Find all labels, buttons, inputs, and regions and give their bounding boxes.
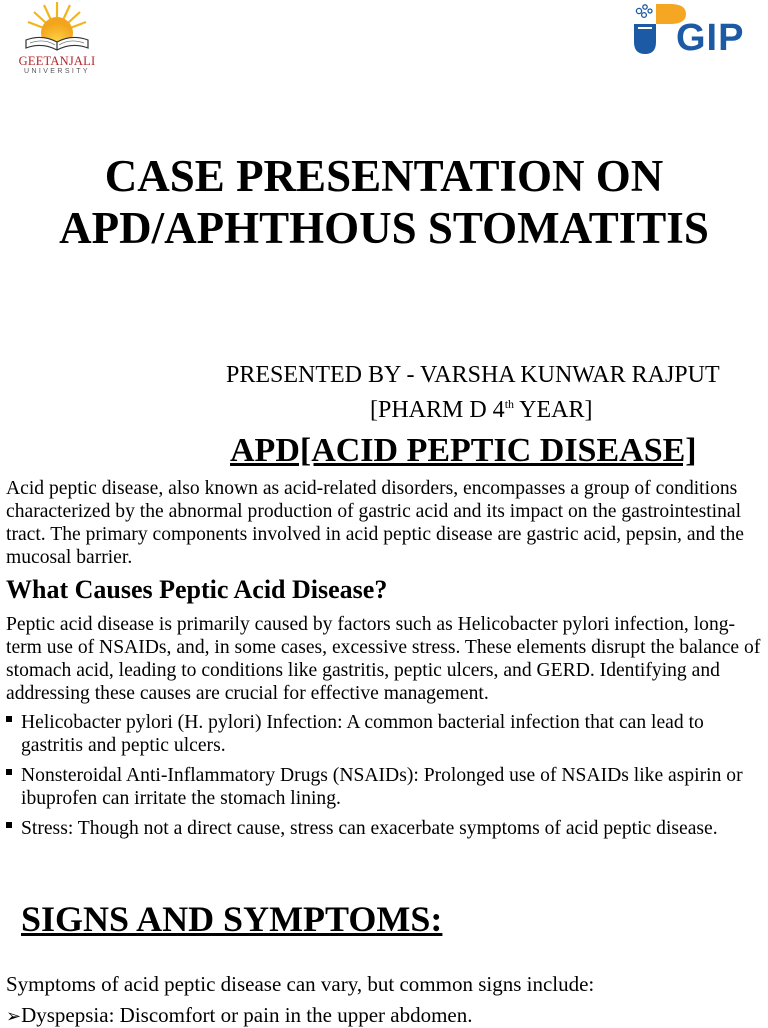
symptom-item [6,1003,473,1028]
symptoms-intro: Symptoms of acid peptic disease can vary, but common signs include: [6,972,595,996]
presenter-line: PRESENTED BY - VARSHA KUNWAR RAJPUT [226,362,720,388]
square-bullet-icon [6,769,12,775]
square-bullet-icon [6,716,12,722]
page-title [0,150,768,254]
causes-paragraph: Peptic acid disease is primarily caused by factors such as Helicobacter pylori infection, long-term use of NSAIDs, and, in some cases, excessive stress. These elements disrupt the balance of stomach acid, leading to conditions like gastritis, peptic ulcers, and GERD. Identifying and addressing these causes are crucial for effective management. [6,614,761,704]
gip-logo [630,2,760,58]
signs-symptoms-heading: SIGNS AND SYMPTOMS: [21,899,443,939]
list-item-text: Helicobacter pylori (H. pylori) Infection: A common bacterial infection that can lead to gastritis and peptic ulcers. [21,712,704,756]
year-text-after: YEAR] [514,397,593,423]
year-text-before: [PHARM D 4 [370,397,505,423]
list-item-text: Nonsteroidal Anti-Inflammatory Drugs (NSAIDs): Prolonged use of NSAIDs like aspirin or ibuprofen can irritate the stomach lining. [21,765,743,809]
logo-right-wordmark: GIP [676,17,745,59]
intro-paragraph: Acid peptic disease, also known as acid-related disorders, encompasses a group of conditions characterized by the abnormal production of gastric acid and its impact on the gastrointestinal tract. The primary components involved in acid peptic disease are gastric acid, pepsin, and the mucosal barrier. [6,478,744,568]
list-item [6,817,764,840]
year-superscript: th [504,397,515,411]
list-item-text: Stress: Though not a direct cause, stress can exacerbate symptoms of acid peptic disease. [21,818,718,839]
causes-heading: What Causes Peptic Acid Disease? [6,575,388,604]
square-bullet-icon [6,822,12,828]
title-line-1: CASE PRESENTATION ON [104,151,664,201]
logo-left-subtitle: UNIVERSITY [23,68,90,75]
geetanjali-university-logo [14,0,100,80]
arrow-bullet-icon: ➢ [6,1006,22,1027]
list-item [6,711,764,757]
list-item [6,764,764,810]
symptom-text: Dyspepsia: Discomfort or pain in the upper abdomen. [21,1003,473,1027]
pharm-d-year [370,397,592,424]
logo-left-wordmark: GEETANJALI [18,54,96,68]
apd-heading: APD[ACID PEPTIC DISEASE] [230,432,697,469]
title-line-2: APD/APHTHOUS STOMATITIS [59,203,709,253]
sun-book-icon [14,0,100,56]
causes-list [6,711,764,847]
